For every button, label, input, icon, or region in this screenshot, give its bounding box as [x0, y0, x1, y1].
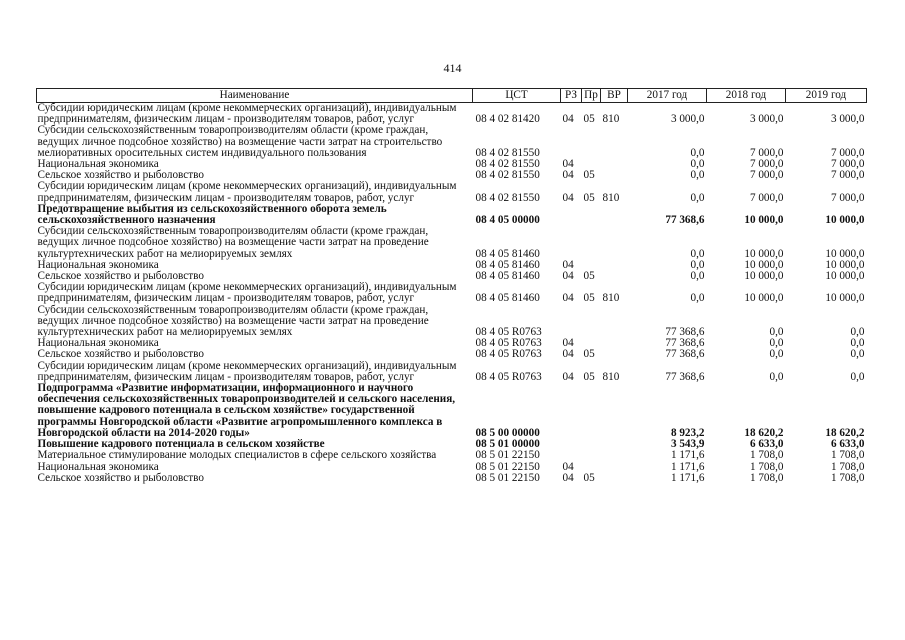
cell-2019: 6 633,0 — [830, 438, 865, 451]
cell-2017: 77 368,6 — [665, 214, 705, 227]
header-name: Наименование — [37, 89, 473, 103]
table-row — [37, 204, 867, 226]
cell-cst: 08 5 01 00000 — [475, 438, 540, 451]
cell-2019: 0,0 — [850, 337, 865, 350]
cell-2018: 10 000,0 — [744, 214, 784, 227]
cell-pr: 05 — [583, 471, 595, 484]
table-row — [37, 226, 867, 260]
cell-rz — [561, 204, 582, 226]
cell-2018: 7 000,0 — [749, 191, 784, 204]
cell-2017: 1 171,6 — [670, 460, 705, 473]
cell-name: Национальная экономика — [37, 460, 159, 473]
cell-vr — [601, 450, 628, 461]
cell-2017: 0,0 — [690, 146, 705, 159]
cell-2019: 10 000,0 — [825, 247, 865, 260]
cell-pr — [582, 383, 601, 439]
cell-2019: 1 708,0 — [830, 460, 865, 473]
cell-name: Субсидии юридическим лицам (кроме некоммерческих организаций), индивидуальным предпринимателям, физическим лицам - производителям товаров, работ, услуг — [37, 180, 457, 204]
cell-2019: 0,0 — [850, 326, 865, 339]
cell-cst: 08 5 01 22150 — [475, 471, 540, 484]
cell-vr — [601, 260, 628, 271]
cell-2019: 0,0 — [850, 370, 865, 383]
cell-rz: 04 — [562, 258, 574, 271]
table-row — [37, 383, 867, 439]
cell-2018: 10 000,0 — [744, 292, 784, 305]
cell-cst: 08 4 02 81550 — [475, 146, 540, 159]
cell-rz: 04 — [562, 370, 574, 383]
cell-rz: 04 — [562, 158, 574, 171]
cell-name: Национальная экономика — [37, 337, 159, 350]
cell-rz: 04 — [562, 460, 574, 473]
cell-2017: 77 368,6 — [665, 326, 705, 339]
cell-2018: 0,0 — [769, 370, 784, 383]
cell-2018: 10 000,0 — [744, 258, 784, 271]
cell-2018: 7 000,0 — [749, 146, 784, 159]
cell-2018: 0,0 — [769, 326, 784, 339]
cell-pr — [582, 450, 601, 461]
cell-rz — [561, 305, 582, 339]
cell-pr: 05 — [583, 270, 595, 283]
cell-2017: 1 171,6 — [670, 471, 705, 484]
cell-rz — [561, 226, 582, 260]
cell-name: Сельское хозяйство и рыболовство — [37, 169, 204, 182]
cell-pr — [582, 204, 601, 226]
cell-pr: 05 — [583, 169, 595, 182]
cell-2017: 3 543,9 — [670, 438, 705, 451]
cell-2017: 0,0 — [690, 270, 705, 283]
header-cst: ЦСТ — [473, 89, 561, 103]
cell-2018: 18 620,2 — [744, 426, 784, 439]
cell-2018: 7 000,0 — [749, 169, 784, 182]
cell-2017: 77 368,6 — [665, 370, 705, 383]
cell-name: Подпрограмма «Развитие информатизации, информационного и научного обеспечения сельскохозяйственных товаропроизводителей и сельского населения, повышение кадрового потенциала в сельском хозяйстве» государственной программы Новгородской области «Развитие агропромышленного комплекса в Новгородской области на 2014-2020 годы» — [37, 382, 456, 439]
cell-2018: 6 633,0 — [749, 438, 784, 451]
table-row — [37, 473, 867, 484]
cell-name: Материальное стимулирование молодых специалистов в сфере сельского хозяйства — [37, 449, 437, 462]
cell-rz: 04 — [562, 191, 574, 204]
cell-vr — [601, 473, 628, 484]
cell-name: Субсидии сельскохозяйственным товаропроизводителям области (кроме граждан, ведущих личное подсобное хозяйство) на возмещение части затрат на проведение культуртехнических работ на мелиорируемых землях — [37, 303, 429, 339]
header-2017: 2017 год — [628, 89, 707, 103]
budget-table — [36, 88, 867, 484]
cell-2017: 8 923,2 — [670, 426, 705, 439]
cell-2018: 7 000,0 — [749, 158, 784, 171]
cell-cst: 08 4 05 81460 — [475, 292, 540, 305]
header-pr: Пр — [582, 89, 601, 103]
cell-vr — [601, 462, 628, 473]
cell-name: Субсидии юридическим лицам (кроме некоммерческих организаций), индивидуальным предпринимателям, физическим лицам - производителям товаров, работ, услуг — [37, 359, 457, 383]
cell-name: Сельское хозяйство и рыболовство — [37, 471, 204, 484]
cell-name: Сельское хозяйство и рыболовство — [37, 348, 204, 361]
table-row — [37, 349, 867, 360]
cell-pr: 05 — [583, 292, 595, 305]
cell-2018: 3 000,0 — [749, 113, 784, 126]
cell-2017: 0,0 — [690, 292, 705, 305]
cell-2019: 1 708,0 — [830, 471, 865, 484]
cell-pr — [582, 226, 601, 260]
cell-cst: 08 5 01 22150 — [475, 449, 540, 462]
cell-name: Сельское хозяйство и рыболовство — [37, 270, 204, 283]
cell-2018: 1 708,0 — [749, 471, 784, 484]
cell-name: Предотвращение выбытия из сельскохозяйственного оборота земель сельскохозяйственного назначения — [37, 202, 387, 227]
cell-2019: 10 000,0 — [825, 214, 865, 227]
cell-rz: 04 — [562, 471, 574, 484]
cell-vr — [601, 170, 628, 181]
cell-rz: 04 — [562, 169, 574, 182]
cell-rz: 04 — [562, 348, 574, 361]
cell-cst: 08 5 00 00000 — [475, 426, 540, 439]
cell-2018: 10 000,0 — [744, 270, 784, 283]
table-row — [37, 305, 867, 339]
cell-name: Повышение кадрового потенциала в сельском хозяйстве — [37, 438, 325, 451]
cell-name: Национальная экономика — [37, 258, 159, 271]
table-row — [37, 282, 867, 304]
cell-pr: 05 — [583, 191, 595, 204]
cell-rz — [561, 450, 582, 461]
cell-vr — [601, 159, 628, 170]
cell-cst: 08 4 05 R0763 — [475, 337, 542, 350]
header-rz: РЗ — [561, 89, 582, 103]
table-row — [37, 103, 867, 126]
cell-2019: 18 620,2 — [825, 426, 865, 439]
page-number: 414 — [443, 61, 462, 75]
table-row — [37, 361, 867, 383]
cell-2017: 77 368,6 — [665, 337, 705, 350]
cell-name: Субсидии сельскохозяйственным товаропроизводителям области (кроме граждан, ведущих личное подсобное хозяйство) на возмещение части затрат на строительство мелиоративных оросительных систем индивидуального пользования — [37, 124, 443, 159]
cell-cst: 08 4 05 00000 — [475, 214, 540, 227]
table-row — [37, 125, 867, 159]
cell-2017: 0,0 — [690, 247, 705, 260]
cell-rz: 04 — [562, 270, 574, 283]
cell-2019: 7 000,0 — [830, 169, 865, 182]
cell-vr — [601, 349, 628, 360]
cell-2019: 10 000,0 — [825, 270, 865, 283]
cell-name: Национальная экономика — [37, 158, 159, 171]
cell-cst: 08 4 05 R0763 — [475, 348, 542, 361]
cell-2017: 0,0 — [690, 158, 705, 171]
header-2019: 2019 год — [786, 89, 867, 103]
header-2018: 2018 год — [707, 89, 786, 103]
cell-name: Субсидии юридическим лицам (кроме некоммерческих организаций), индивидуальным предпринимателям, физическим лицам - производителям товаров, работ, услуг — [37, 281, 457, 305]
table-row — [37, 450, 867, 461]
cell-pr: 05 — [583, 113, 595, 126]
cell-2019: 7 000,0 — [830, 191, 865, 204]
cell-vr — [601, 383, 628, 439]
table-row — [37, 181, 867, 203]
cell-cst: 08 4 02 81550 — [475, 191, 540, 204]
cell-vr — [601, 226, 628, 260]
cell-vr — [601, 271, 628, 282]
table-body — [37, 103, 867, 484]
cell-2019: 0,0 — [850, 348, 865, 361]
cell-vr: 810 — [602, 370, 620, 383]
cell-pr: 05 — [583, 370, 595, 383]
cell-rz: 04 — [562, 113, 574, 126]
cell-cst: 08 4 05 R0763 — [475, 326, 542, 339]
header-vr: ВР — [601, 89, 628, 103]
cell-name: Субсидии юридическим лицам (кроме некоммерческих организаций), индивидуальным предпринимателям, физическим лицам - производителям товаров, работ, услуг — [37, 102, 457, 126]
cell-2019: 10 000,0 — [825, 258, 865, 271]
cell-2017: 0,0 — [690, 191, 705, 204]
cell-cst: 08 4 02 81420 — [475, 113, 540, 126]
cell-vr: 810 — [602, 292, 620, 305]
cell-vr — [601, 125, 628, 159]
cell-rz — [561, 125, 582, 159]
cell-vr — [601, 305, 628, 339]
cell-cst: 08 4 05 81460 — [475, 247, 540, 260]
cell-2019: 7 000,0 — [830, 146, 865, 159]
cell-cst: 08 4 02 81550 — [475, 158, 540, 171]
cell-2019: 3 000,0 — [830, 113, 865, 126]
cell-vr: 810 — [602, 113, 620, 126]
cell-rz — [561, 439, 582, 450]
cell-pr — [582, 439, 601, 450]
cell-rz — [561, 383, 582, 439]
cell-cst: 08 5 01 22150 — [475, 460, 540, 473]
cell-cst: 08 4 05 R0763 — [475, 370, 542, 383]
cell-2019: 1 708,0 — [830, 449, 865, 462]
cell-rz: 04 — [562, 292, 574, 305]
cell-2017: 3 000,0 — [670, 113, 705, 126]
cell-rz: 04 — [562, 337, 574, 350]
cell-2017: 0,0 — [690, 169, 705, 182]
cell-pr — [582, 305, 601, 339]
cell-pr — [582, 125, 601, 159]
cell-vr — [601, 439, 628, 450]
cell-vr — [601, 338, 628, 349]
cell-name: Субсидии сельскохозяйственным товаропроизводителям области (кроме граждан, ведущих личное подсобное хозяйство) на возмещение части затрат на проведение культуртехнических работ на мелиорируемых землях — [37, 225, 429, 260]
cell-2019: 7 000,0 — [830, 158, 865, 171]
cell-2017: 0,0 — [690, 258, 705, 271]
cell-vr: 810 — [602, 191, 620, 204]
cell-2019: 10 000,0 — [825, 292, 865, 305]
cell-vr — [601, 204, 628, 226]
cell-2018: 10 000,0 — [744, 247, 784, 260]
cell-2018: 1 708,0 — [749, 460, 784, 473]
cell-pr: 05 — [583, 348, 595, 361]
cell-2018: 1 708,0 — [749, 449, 784, 462]
cell-2018: 0,0 — [769, 337, 784, 350]
cell-cst: 08 4 05 81460 — [475, 258, 540, 271]
table-header-row — [37, 89, 867, 103]
cell-2017: 1 171,6 — [670, 449, 705, 462]
cell-cst: 08 4 02 81550 — [475, 169, 540, 182]
cell-cst: 08 4 05 81460 — [475, 270, 540, 283]
cell-2017: 77 368,6 — [665, 348, 705, 361]
cell-2018: 0,0 — [769, 348, 784, 361]
